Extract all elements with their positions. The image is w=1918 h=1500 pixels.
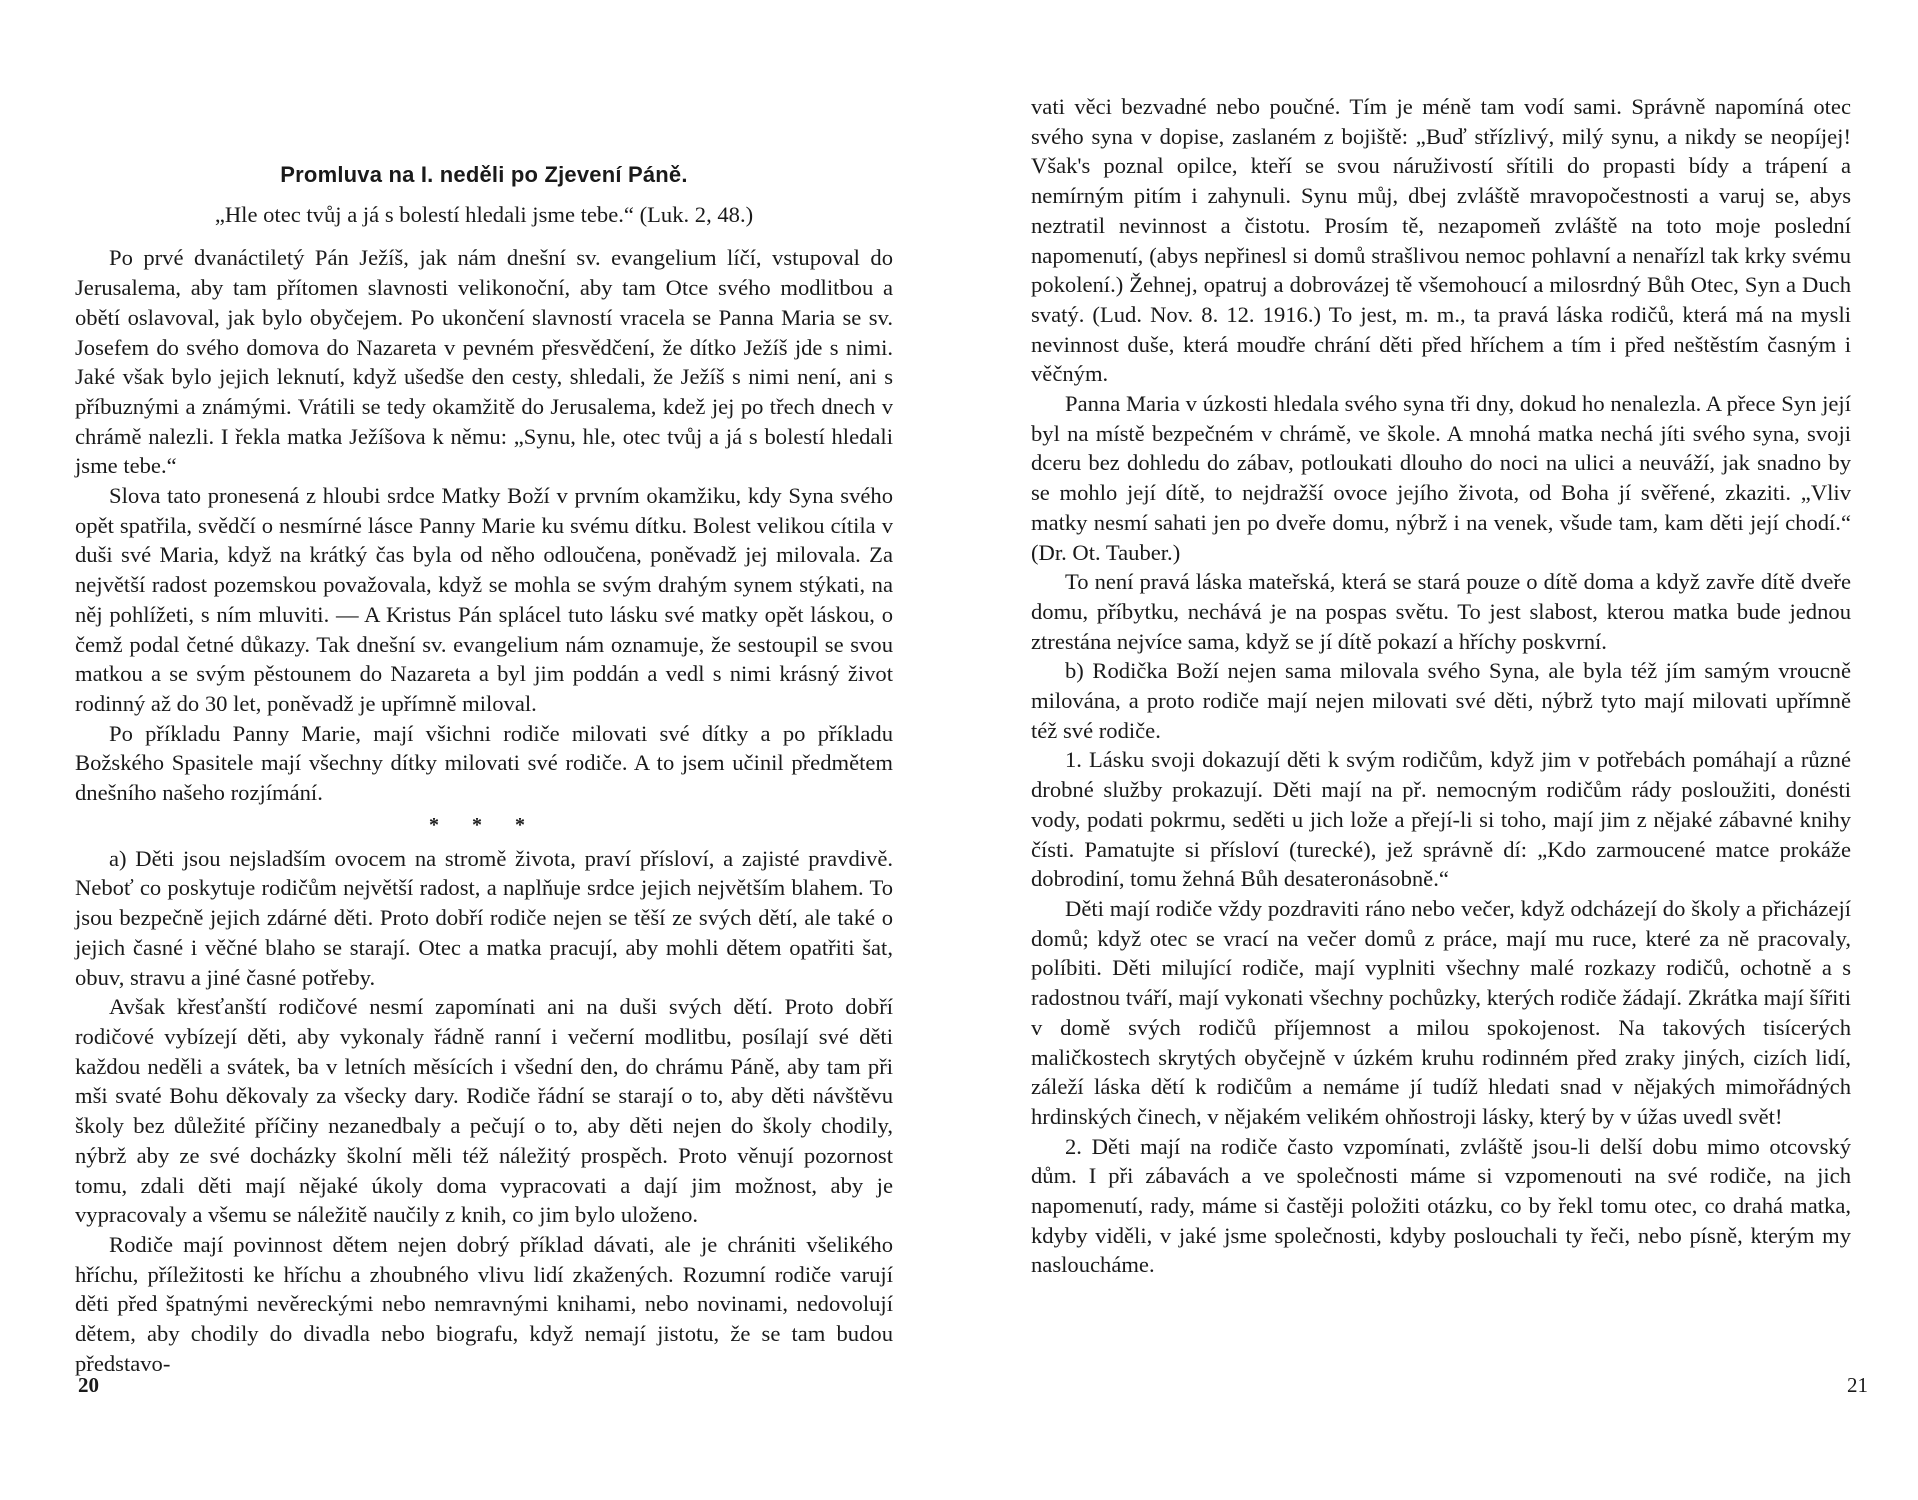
paragraph: a) Děti jsou nejsladším ovocem na stromě života, praví přísloví, a zajisté pravdivě. Neboť co poskytuje rodičům největší radost, a naplňuje srdce jejich největším blahem. To jsou bezpečně jejich zdárné děti. Proto dobří rodiče nejen se těší ze svých dětí, ale také o jejich časné i věčné blaho se starají. Otec a matka pracují, aby mohli dětem opatřiti šat, obuv, stravu a jiné časné potřeby. <box>75 845 893 990</box>
right-text-column <box>1031 92 1851 1280</box>
paragraph: b) Rodička Boží nejen sama milovala svého Syna, ale byla též jím samým vroucně milována, a proto rodiče mají nejen milovati své děti, nýbrž tyto mají milovati upřímně též své rodiče. <box>1031 658 1851 743</box>
page-number-right: 21 <box>1847 1373 1868 1397</box>
paragraph: Slova tato pronesená z hloubi srdce Matky Boží v prvním okamžiku, kdy Syna svého opět spatřila, svědčí o nesmírné lásce Panny Marie ku svému dítku. Bolest velikou cítila v duši své Maria, když na krátký čas byla od něho odloučena, poněvadž jej milovala. Za největší radost pozemskou považovala, když se mohla se svým drahým synem stýkati, na něj pohlížeti, s ním mluviti. — A Kristus Pán splácel tuto lásku své matky opět láskou, o čemž podal četné důkazy. Tak dnešní sv. evangelium nám oznamuje, že sestoupil se svou matkou a se svým pěstounem do Nazareta a byl jim poddán a vedl s nimi krásný život rodinný až do 30 let, poněvadž je upřímně miloval. <box>75 483 893 716</box>
paragraph: Rodiče mají povinnost dětem nejen dobrý příklad dávati, ale je chrániti všelikého hříchu, příležitosti ke hříchu a zhoubného vlivu lidí zkažených. Rozumní rodiče varují děti před špatnými nevěreckými nebo nemravnými knihami, nebo novinami, nedovolují dětem, aby chodily do divadla nebo biografu, když nemají jistotu, že se tam budou představo- <box>75 1231 893 1376</box>
left-text-column <box>75 160 893 1378</box>
paragraph: Avšak křesťanští rodičové nesmí zapomínati ani na duši svých dětí. Proto dobří rodičové vybízejí děti, aby vykonaly řádně ranní i večerní modlitbu, posílají své děti každou neděli a svátek, ba v letních měsících i všední den, do chrámu Páně, aby tam při mši svaté Bohu děkovaly za všecky dary. Rodiče řádní se starají o to, aby děti návštěvu školy bez důležité příčiny nezanedbaly a pečují o to, aby děti nejen do školy chodily, nýbrž aby ze své docházky školní měli též náležitý prospěch. Proto věnují pozornost tomu, zdali děti mají nějaké úkoly doma vypracovati a dají jim možnost, aby je vypracovaly a všemu se náležitě naučily z knih, co jim bylo uloženo. <box>75 994 893 1228</box>
sermon-title: Promluva na I. neděli po Zjevení Páně. <box>280 162 688 187</box>
paragraph: Panna Maria v úzkosti hledala svého syna tři dny, dokud ho nenalezla. A přece Syn její byl na místě bezpečném v chrámě, ve škole. A mnohá matka nechá jíti svého syna, svoji dceru bez dohledu do zábav, potloukati dlouho do noci na ulici a neuváží, jak snadno by se mohlo její dítě, to nejdražší ovoce jejího života, od Boha jí svěřené, zkaziti. „Vliv matky nesmí sahati jen po dveře domu, nýbrž i na venek, všude tam, kam děti její chodí.“ (Dr. Ot. Tauber.) <box>1031 391 1851 565</box>
paragraph: 1. Lásku svoji dokazují děti k svým rodičům, když jim v potřebách pomáhají a různé drobné služby prokazují. Děti mají na př. nemocným rodičům rády posloužiti, donésti vody, podati pokrmu, seděti u jich lože a přejí-li si toho, mají jim z nějaké zábavné knihy čísti. Pamatujte si přísloví (turecké), jež správně dí: „Kdo zarmoucené matce prokáže dobrodiní, tomu žehná Bůh desateronásobně.“ <box>1031 747 1851 892</box>
paragraph: Po prvé dvanáctiletý Pán Ježíš, jak nám dnešní sv. evangelium líčí, vstupoval do Jerusalema, aby tam přítomen slavnosti velikonoční, aby tam Otce svého modlitbou a obětí oslavoval, jak bylo obyčejem. Po ukončení slavností vracela se Panna Maria se sv. Josefem do svého domova do Nazareta v pevném přesvědčení, že dítko Ježíš jde s nimi. Jaké však bylo jejich leknutí, když ušedše den cesty, shledali, že Ježíš s nimi není, ani s příbuznými a známými. Vrátili se tedy okamžitě do Jerusalema, kdež jej po třech dnech v chrámě nalezli. I řekla matka Ježíšova k němu: „Synu, hle, otec tvůj a já s bolestí hledali jsme tebe.“ <box>75 245 893 479</box>
section-divider-stars: * * * <box>429 813 539 836</box>
paragraph: Po příkladu Panny Marie, mají všichni rodiče milovati své dítky a po příkladu Božského Spasitele mají všechny dítky milovati své rodiče. A to jsem učinil předmětem dnešního našeho rozjímání. <box>75 720 893 806</box>
paragraph: Děti mají rodiče vždy pozdraviti ráno nebo večer, když odcházejí do školy a přicházejí domů; když otec se vrací na večer domů z práce, mají mu ruce, které za ně pracovaly, políbiti. Děti milující rodiče, mají vyplniti všechny malé rozkazy rodičů, ochotně a s radostnou tváří, mají vykonati všechny pochůzky, kterých rodiče žádají. Zkrátka mají šířiti v domě svých rodičů příjemnost a milou spokojenost. Na takových tisícerých maličkostech skrytých obyčejně v úzkém kruhu rodinném před zraky jiných, cizích lidí, záleží láska dětí k rodičům a nemáme jí tudíž hledati snad v nějakých mimořádných hrdinských činech, v nějakém velikém ohňostroji lásky, který by v úžas uvedl svět! <box>1031 895 1851 1129</box>
right-page <box>959 0 1918 1500</box>
motto-quote: „Hle otec tvůj a já s bolestí hledali jsme tebe.“ (Luk. 2, 48.) <box>214 201 754 227</box>
page-number-left: 20 <box>78 1373 99 1397</box>
paragraph: To není pravá láska mateřská, která se stará pouze o dítě doma a když zavře dítě dveře domu, příbytku, nechává je na pospas světu. To jest slabost, kterou matka bude jednou ztrestána nejvíce sama, když se jí dítě pokazí a hříchy poskvrní. <box>1031 569 1851 654</box>
paragraph: 2. Děti mají na rodiče často vzpomínati, zvláště jsou-li delší dobu mimo otcovský dům. I při zábavách a ve společnosti máme si vzpomenouti na své rodiče, na jich napomenutí, rady, máme si častěji položiti otázku, co by řekl tomu otec, co drahá matka, kdyby viděli, v jaké jsme společnosti, kdyby poslouchali ty řeči, nebo písně, kterým my nasloucháme. <box>1031 1133 1851 1278</box>
paragraph: vati věci bezvadné nebo poučné. Tím je méně tam vodí sami. Správně napomíná otec svého syna v dopise, zaslaném z bojiště: „Buď střízlivý, milý synu, a nikdy se neopíjej! Však's poznal opilce, kteří se svou náruživostí sřítili do propasti bídy a trápení a nemírným pitím i zahynuli. Synu můj, dbej zvláště mravopočestnosti a varuj se, abys neztratil nevinnost a čistotu. Prosím tě, nezapomeň zvláště na toto moje poslední napomenutí, (abys nepřinesl si domů strašlivou nemoc pohlavní a nenařízl tak krky svému pokolení.) Žehnej, opatruj a dobrovázej tě všemohoucí a milosrdný Bůh Otec, Syn a Duch svatý. (Lud. Nov. 8. 12. 1916.) To jest, m. m., ta pravá láska rodičů, která má na mysli nevinnost duše, která moudře chrání děti před hříchem a tím i před neštěstím časným i věčným. <box>1031 94 1851 387</box>
